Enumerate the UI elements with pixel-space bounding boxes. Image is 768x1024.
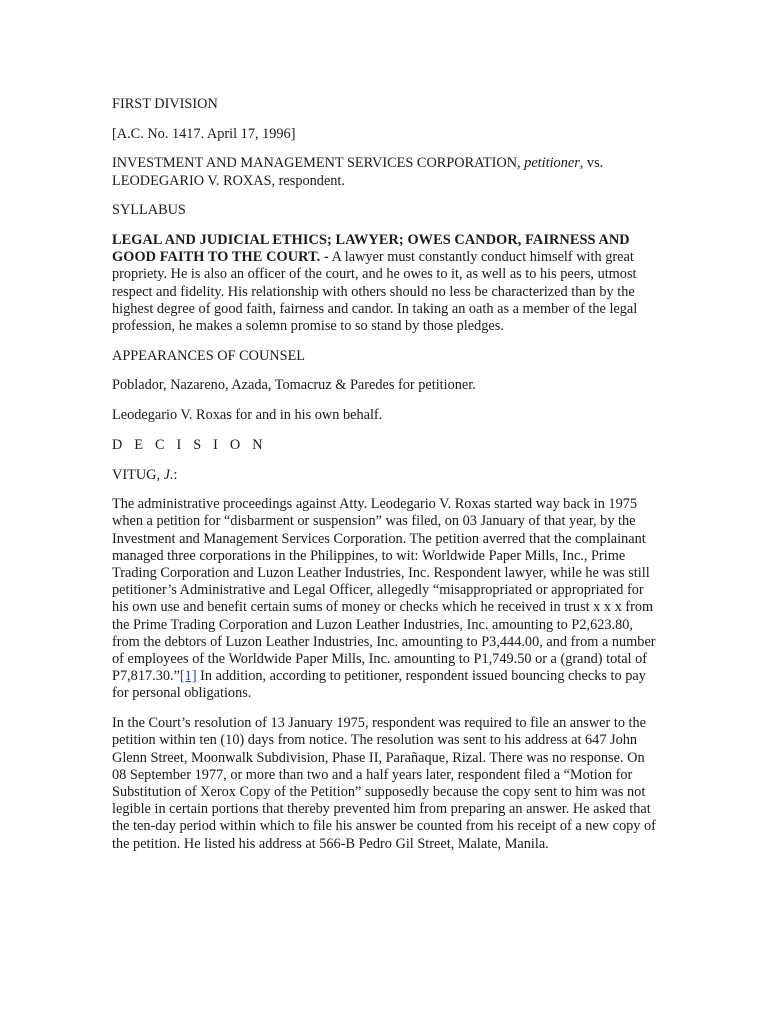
ponente-title: J. — [163, 466, 174, 483]
case-parties — [112, 155, 658, 189]
syllabus-heading: SYLLABUS — [112, 202, 186, 219]
footnote-1-link[interactable]: [1] — [179, 668, 197, 685]
respondent-line: LEODEGARIO V. ROXAS, respondent. — [112, 172, 345, 189]
decision-heading: D E C I S I O N — [112, 436, 267, 453]
appearances-heading: APPEARANCES OF COUNSEL — [112, 347, 306, 364]
paragraph-1-continuation: In addition, according to petitioner, respondent issued bouncing checks to pay for personal obligations. — [112, 668, 646, 702]
decision-paragraph-1 — [112, 496, 658, 702]
document-page — [112, 96, 658, 865]
ponente-name: VITUG, — [112, 466, 161, 483]
ponente-colon: : — [173, 466, 178, 483]
petitioner-role: petitioner — [524, 155, 580, 172]
petitioner-name: INVESTMENT AND MANAGEMENT SERVICES CORPORATION, — [112, 155, 521, 172]
syllabus-bold-lead: LEGAL AND JUDICIAL ETHICS; LAWYER; OWES CANDOR, FAIRNESS AND GOOD FAITH TO THE COURT. - — [112, 232, 630, 266]
division-heading: FIRST DIVISION — [112, 96, 218, 112]
petitioner-counsel: Poblador, Nazareno, Azada, Tomacruz & Paredes for petitioner. — [112, 377, 476, 394]
versus-text: , vs. — [579, 155, 604, 172]
syllabus-paragraph — [112, 232, 658, 335]
case-number: [A.C. No. 1417. April 17, 1996] — [112, 125, 296, 142]
decision-paragraph-2: In the Court’s resolution of 13 January 1975, respondent was required to file an answer to the petition within ten (10) days from notice. The resolution was sent to his address at 647 John Glenn Street, Moonwalk Subdivision, Phase II, Parañaque, Rizal. There was no response. On 08 September 1977, or more than two and a half years later, respondent filed a “Motion for Substitution of Xerox Copy of the Petition” supposedly because the copy sent to him was not legible in certain portions that thereby prevented him from preparing an answer. He asked that the ten-day period within which to file his answer be counted from his receipt of a new copy of the petition. He listed his address at 566-B Pedro Gil Street, Malate, Manila. — [112, 715, 656, 852]
ponente-line — [112, 467, 658, 484]
syllabus-text: A lawyer must constantly conduct himself with great propriety. He is also an officer of the court, and he owes to it, as well as to his peers, utmost respect and fidelity. His relationship with others should no less be characterized than by the highest degree of good faith, fairness and candor. In taking an oath as a member of the legal profession, he makes a solemn promise to so stand by those pledges. — [112, 249, 638, 335]
respondent-counsel: Leodegario V. Roxas for and in his own behalf. — [112, 407, 383, 424]
paragraph-1-text: The administrative proceedings against Atty. Leodegario V. Roxas started way back in 1975 when a petition for “disbarment or suspension” was filed, on 03 January of that year, by the Investment and Management Services Corporation. The petition averred that the complainant managed three corporations in the Philippines, to wit: Worldwide Paper Mills, Inc., Prime Trading Corporation and Luzon Leather Industries, Inc. Respondent lawyer, while he was still petitioner’s Administrative and Legal Officer, allegedly “misappropriated or appropriated for his own use and benefit certain sums of money or checks which he received in trust x x x from the Prime Trading Corporation and Luzon Leather Industries, Inc. amounting to P2,623.80, from the debtors of Luzon Leather Industries, Inc. amounting to P3,444.00, and from a number of employees of the Worldwide Paper Mills, Inc. amounting to P1,749.50 or a (grand) total of P7,817.30.” — [112, 496, 656, 685]
